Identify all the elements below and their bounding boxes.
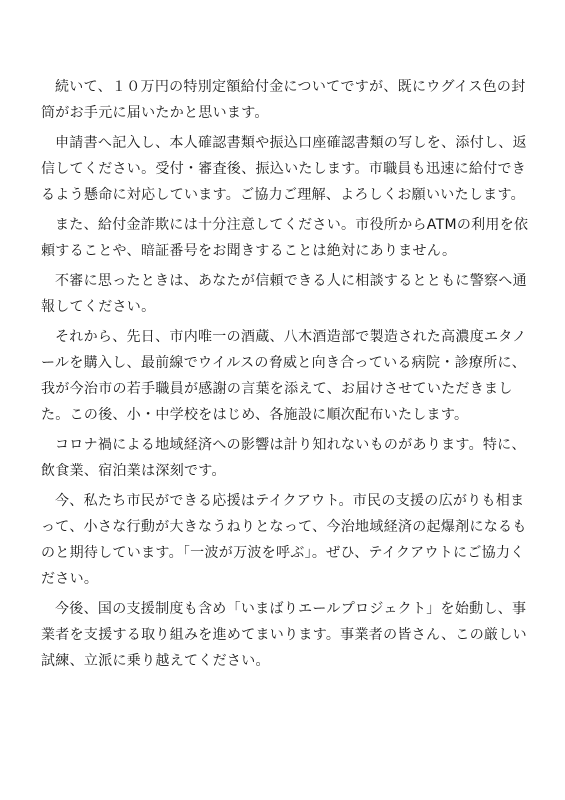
document-body xyxy=(41,74,533,674)
paragraph-fraud-warning: また、給付金詐欺には十分注意してください。市役所からATMの利用を依頼することや、暗証番号をお聞きすることは絶対にありません。 xyxy=(41,217,529,259)
paragraph-report-police: 不審に思ったときは、あなたが信頼できる人に相談するとともに警察へ通報してください。 xyxy=(41,273,527,315)
paragraph-ethanol-donation: それから、先日、市内唯一の酒蔵、八木酒造部で製造された高濃度エタノールを購入し、最前線でウイルスの脅威と向き合っている病院・診療所に、我が今治市の若手職員が感謝の言葉を添えて、お届けさせていただきました。この後、小・中学校をはじめ、各施設に順次配布いたします。 xyxy=(41,329,527,423)
paragraph-benefit-intro: 続いて、１０万円の特別定額給付金についてですが、既にウグイス色の封筒がお手元に届いたかと思います。 xyxy=(41,79,526,121)
paragraph-takeout-support: 今、私たち市民ができる応援はテイクアウト。市民の支援の広がりも相まって、小さな行動が大きなうねりとなって、今治地域経済の起爆剤になるものと期待しています。「一波が万波を呼ぶ」。ぜひ、テイクアウトにご協力ください。 xyxy=(41,493,527,587)
paragraph-yell-project: 今後、国の支援制度も含め「いまばりエールプロジェクト」を始動し、事業者を支援する取り組みを進めてまいります。事業者の皆さん、この厳しい試練、立派に乗り越えてください。 xyxy=(41,601,527,669)
paragraph-application: 申請書へ記入し、本人確認書類や振込口座確認書類の写しを、添付し、返信してください。受付・審査後、振込いたします。市職員も迅速に給付できるよう懸命に対応しています。ご協力ご理解、よろしくお願いいたします。 xyxy=(41,135,527,203)
paragraph-economic-impact: コロナ禍による地域経済への影響は計り知れないものがあります。特に、飲食業、宿泊業は深刻です。 xyxy=(41,437,526,479)
